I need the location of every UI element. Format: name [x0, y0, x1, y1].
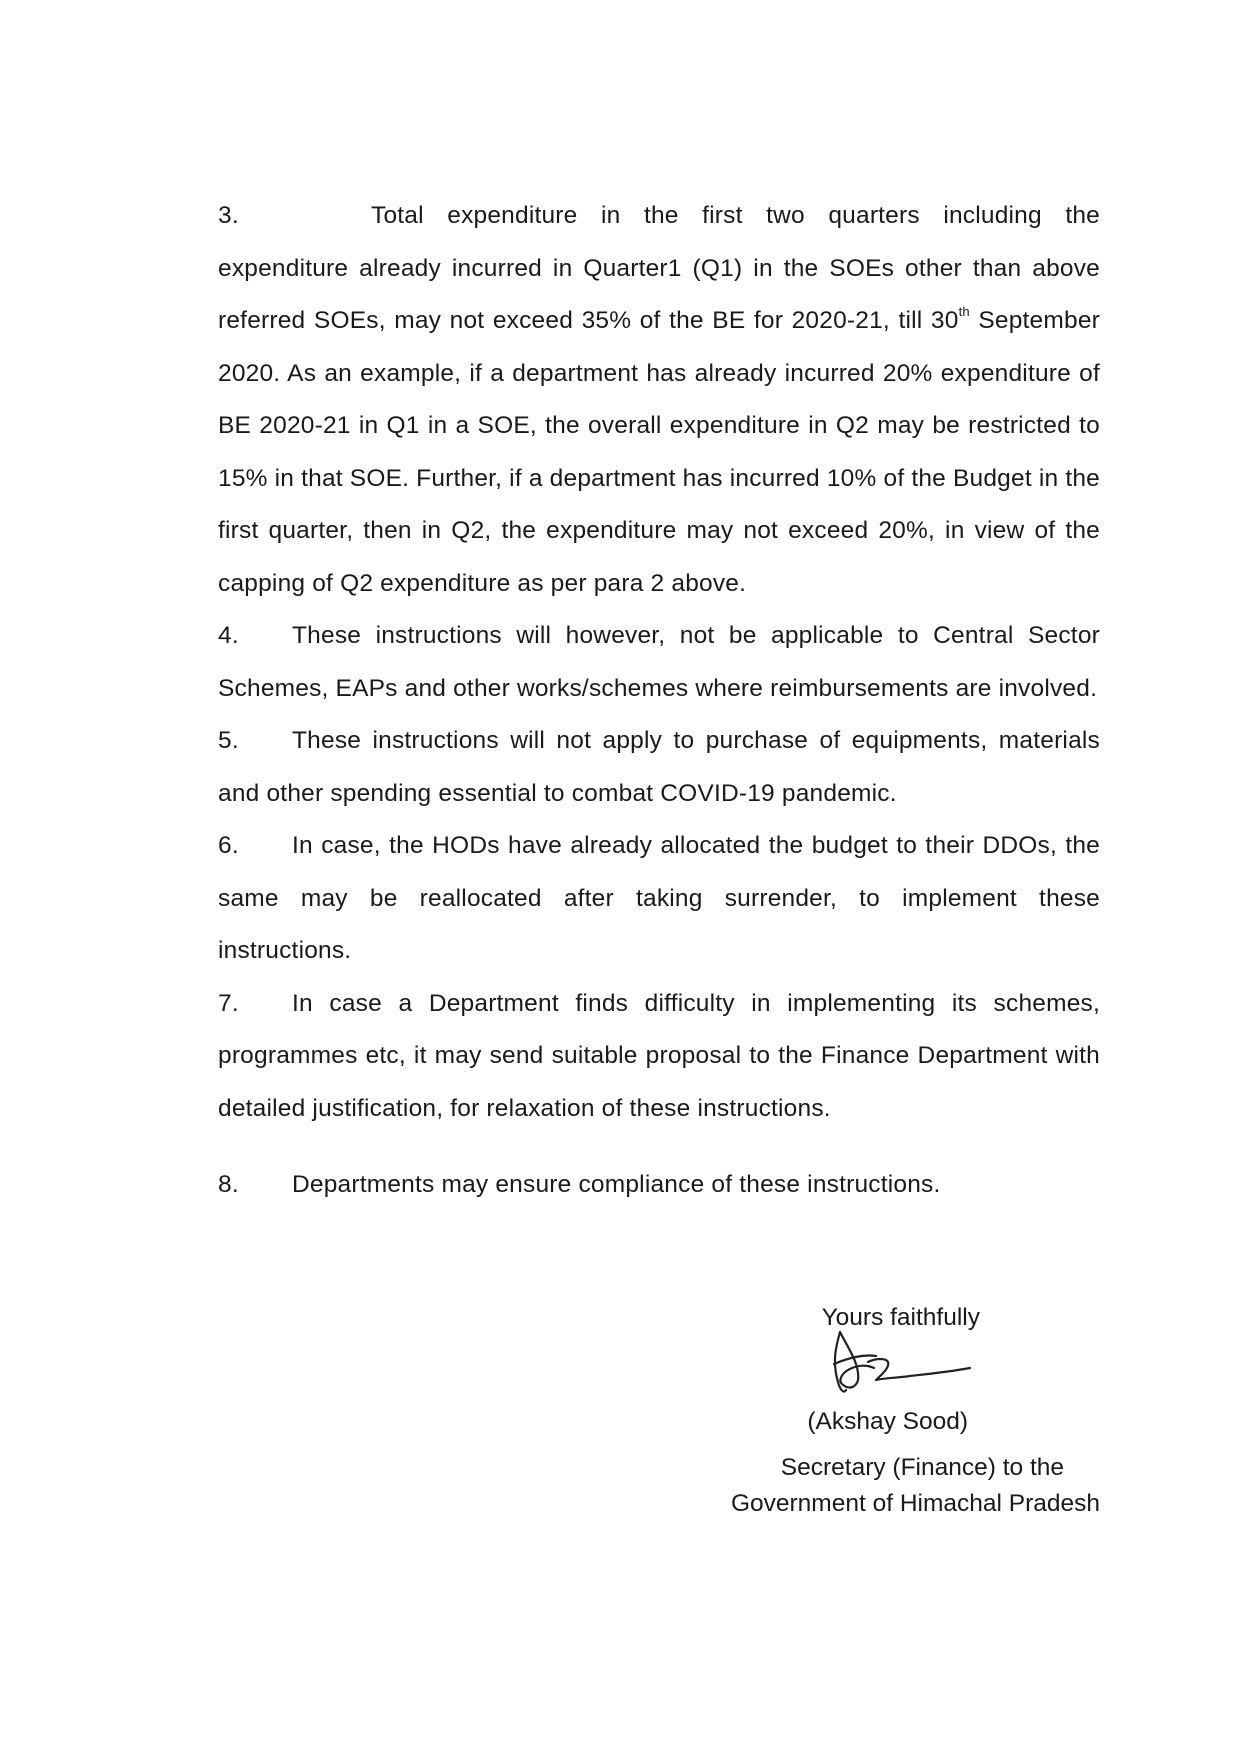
- paragraph-text-continued: September 2020. As an example, if a department has already incurred 20% expenditure of BE 2020-21 in Q1 in a SOE, the overall expenditure in Q2 may be restricted to 15% in that SOE. Further, if a department has incurred 10% of the Budget in the first quarter, then in Q2, the expenditure may not exceed 20%, in view of the capping of Q2 expenditure as per para 2 above.: [218, 307, 1100, 597]
- paragraph-text: In case, the HODs have already allocated the budget to their DDOs, the same may be reallocated after taking surrender, to implement these instructions.: [218, 832, 1100, 964]
- paragraph-number: 5.: [218, 727, 239, 754]
- signature: [818, 1324, 978, 1404]
- paragraph-3: [218, 190, 1100, 610]
- paragraph-text: These instructions will not apply to purchase of equipments, materials and other spending essential to combat COVID-19 pandemic.: [218, 727, 1100, 807]
- letter-body: [218, 190, 1100, 1212]
- paragraph-number: 6.: [218, 832, 239, 859]
- paragraph-text: Total expenditure in the first two quarters including the expenditure already incurred in Quarter1 (Q1) in the SOEs other than above referred SOEs, may not exceed 35% of the BE for 2020-21, till 30: [218, 202, 1100, 334]
- ordinal-suffix: th: [958, 304, 970, 319]
- paragraph-4: [218, 610, 1100, 715]
- paragraph-number: 4.: [218, 622, 239, 649]
- paragraph-text: In case a Department finds difficulty in implementing its schemes, programmes etc, it may send suitable proposal to the Finance Department with detailed justification, for relaxation of these instructions.: [218, 989, 1100, 1122]
- signatory-organization: Government of Himachal Pradesh: [730, 1490, 1100, 1517]
- paragraph-number: 8.: [218, 1171, 239, 1198]
- paragraph-6: [218, 820, 1100, 978]
- paragraph-8: [218, 1159, 1100, 1212]
- paragraph-number: 3.: [218, 202, 239, 229]
- salutation: Yours faithfully: [821, 1304, 980, 1331]
- paragraph-text: These instructions will however, not be applicable to Central Sector Schemes, EAPs and other works/schemes where reimbursements are involved.: [218, 622, 1100, 702]
- paragraph-5: [218, 715, 1100, 820]
- paragraph-number: 7.: [218, 989, 239, 1017]
- signatory-designation: Secretary (Finance) to the: [780, 1454, 1064, 1481]
- paragraph-text: Departments may ensure compliance of these instructions.: [292, 1171, 941, 1198]
- paragraph-7: [218, 978, 1100, 1136]
- signatory-name: (Akshay Sood): [807, 1408, 968, 1435]
